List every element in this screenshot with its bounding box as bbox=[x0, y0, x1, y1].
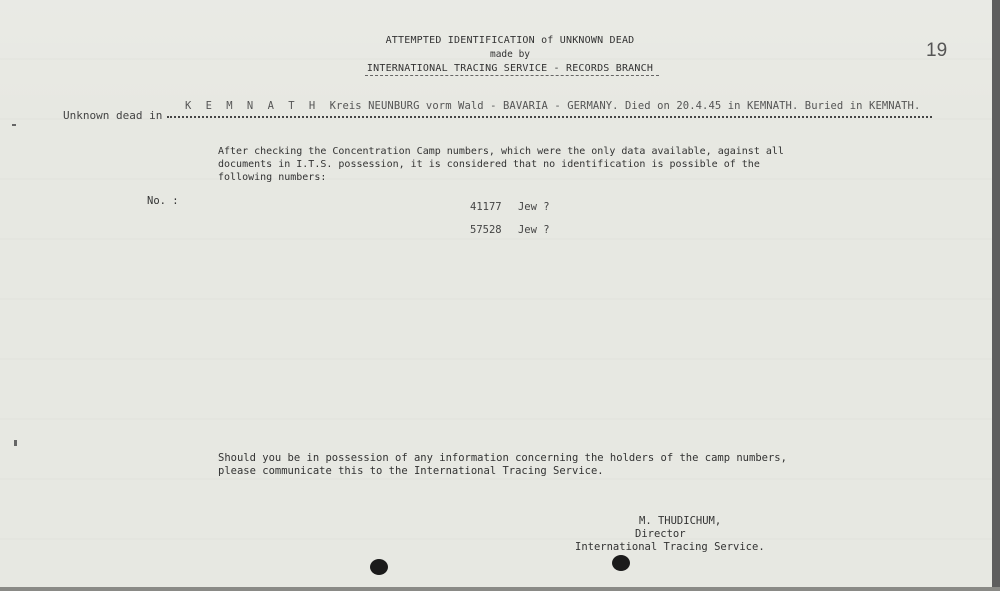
camp-number: 41177 bbox=[470, 201, 502, 213]
scan-mark bbox=[14, 440, 17, 446]
closing-paragraph bbox=[218, 452, 858, 478]
header-organization: INTERNATIONAL TRACING SERVICE - RECORDS BRANCH bbox=[366, 63, 654, 74]
scan-mark bbox=[12, 124, 16, 126]
punch-hole bbox=[612, 555, 630, 571]
header-title: ATTEMPTED IDENTIFICATION of UNKNOWN DEAD bbox=[385, 35, 635, 46]
camp-number-note: Jew ? bbox=[517, 201, 550, 213]
header-underline bbox=[365, 75, 659, 76]
checking-paragraph bbox=[218, 145, 858, 184]
paragraph-line: documents in I.T.S. possession, it is considered that no identification is possible of the bbox=[218, 159, 760, 170]
dotted-fill-line bbox=[167, 116, 932, 118]
paragraph-line: following numbers: bbox=[218, 172, 327, 183]
signatory-name: M. THUDICHUM, bbox=[639, 515, 722, 527]
punch-hole bbox=[370, 559, 388, 575]
signature-block bbox=[575, 515, 775, 554]
camp-number-note: Jew ? bbox=[517, 224, 550, 236]
unknown-dead-label: Unknown dead in bbox=[63, 109, 163, 122]
camp-number-row bbox=[470, 224, 550, 236]
scan-edge-right bbox=[992, 0, 1000, 591]
document-header bbox=[330, 34, 690, 76]
unknown-dead-entry bbox=[185, 100, 920, 112]
signatory-organization: International Tracing Service. bbox=[575, 541, 765, 553]
paragraph-line: After checking the Concentration Camp numbers, which were the only data available, against all bbox=[218, 146, 784, 157]
camp-number: 57528 bbox=[470, 224, 502, 236]
place-details: Kreis NEUNBURG vorm Wald - BAVARIA - GERMANY. Died on 20.4.45 in KEMNATH. Buried in KEMNATH. bbox=[329, 100, 921, 112]
header-made-by: made by bbox=[489, 49, 531, 60]
closing-line: please communicate this to the International Tracing Service. bbox=[218, 465, 604, 477]
page-number: 19 bbox=[926, 40, 948, 61]
closing-line: Should you be in possession of any information concerning the holders of the camp numbers, bbox=[218, 452, 787, 464]
camp-number-row bbox=[470, 201, 550, 213]
signatory-title: Director bbox=[635, 528, 686, 540]
numbers-label: No. : bbox=[147, 195, 179, 207]
place-name: K E M N A T H bbox=[185, 100, 320, 112]
scan-edge-bottom bbox=[0, 587, 1000, 591]
